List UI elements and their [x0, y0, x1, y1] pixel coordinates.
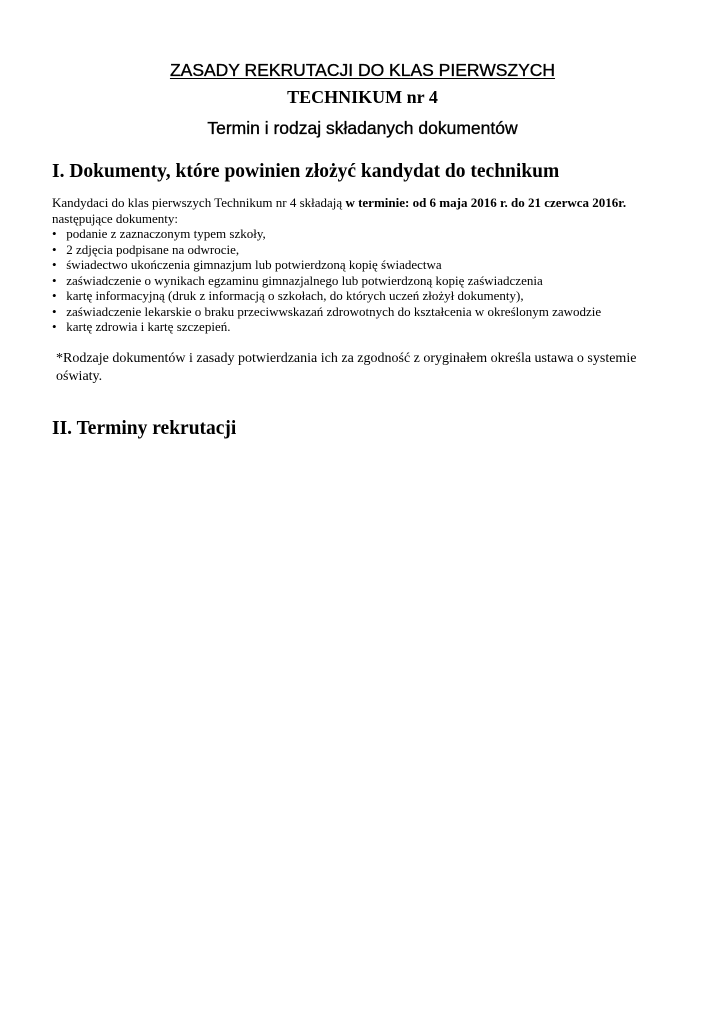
footnote: *Rodzaje dokumentów i zasady potwierdzania ich za zgodność z oryginałem określa ustawa o systemie oświaty. [56, 351, 637, 384]
list-item [52, 319, 702, 335]
list-item [52, 242, 702, 258]
bullet-icon: • [52, 303, 57, 319]
intro-deadline: w terminie: od 6 maja 2016 r. do 21 czerwca 2016r. [345, 195, 627, 210]
bullet-icon: • [52, 257, 57, 272]
list-item-text: zaświadczenie o wynikach egzaminu gimnazjalnego lub potwierdzoną kopię zaświadczenia [63, 272, 543, 288]
list-item-text: świadectwo ukończenia gimnazjum lub potwierdzoną kopię świadectwa [63, 257, 442, 272]
document-title: ZASADY REKRUTACJI DO KLAS PIERWSZYCH [169, 60, 556, 80]
list-item [52, 304, 702, 320]
list-item [52, 226, 702, 242]
bullet-icon: • [52, 272, 57, 288]
bullet-icon: • [52, 288, 57, 303]
document-list [52, 226, 702, 335]
intro-tail: następujące dokumenty: [52, 210, 178, 226]
section-heading-dates: II. Terminy rekrutacji [52, 418, 237, 439]
section-heading-documents: I. Dokumenty, które powinien złożyć kandydat do technikum [52, 161, 560, 182]
intro-paragraph [52, 195, 692, 226]
school-name: TECHNIKUM nr 4 [287, 87, 438, 107]
document-subtitle: Termin i rodzaj składanych dokumentów [207, 118, 518, 138]
bullet-icon: • [52, 241, 57, 257]
list-item-text: 2 zdjęcia podpisane na odwrocie, [63, 241, 240, 257]
bullet-icon: • [52, 319, 57, 334]
list-item-text: zaświadczenie lekarskie o braku przeciwwskazań zdrowotnych do kształcenia w określonym zawodzie [63, 303, 602, 319]
intro-text: Kandydaci do klas pierwszych Technikum nr 4 składają [52, 195, 346, 210]
list-item-text: podanie z zaznaczonym typem szkoły, [63, 226, 266, 241]
bullet-icon: • [52, 226, 57, 241]
list-item [52, 273, 702, 289]
list-item [52, 257, 702, 273]
list-item-text: kartę informacyjną (druk z informacją o szkołach, do których uczeń złożył dokumenty), [63, 288, 524, 303]
list-item [52, 288, 702, 304]
list-item-text: kartę zdrowia i kartę szczepień. [63, 319, 231, 334]
